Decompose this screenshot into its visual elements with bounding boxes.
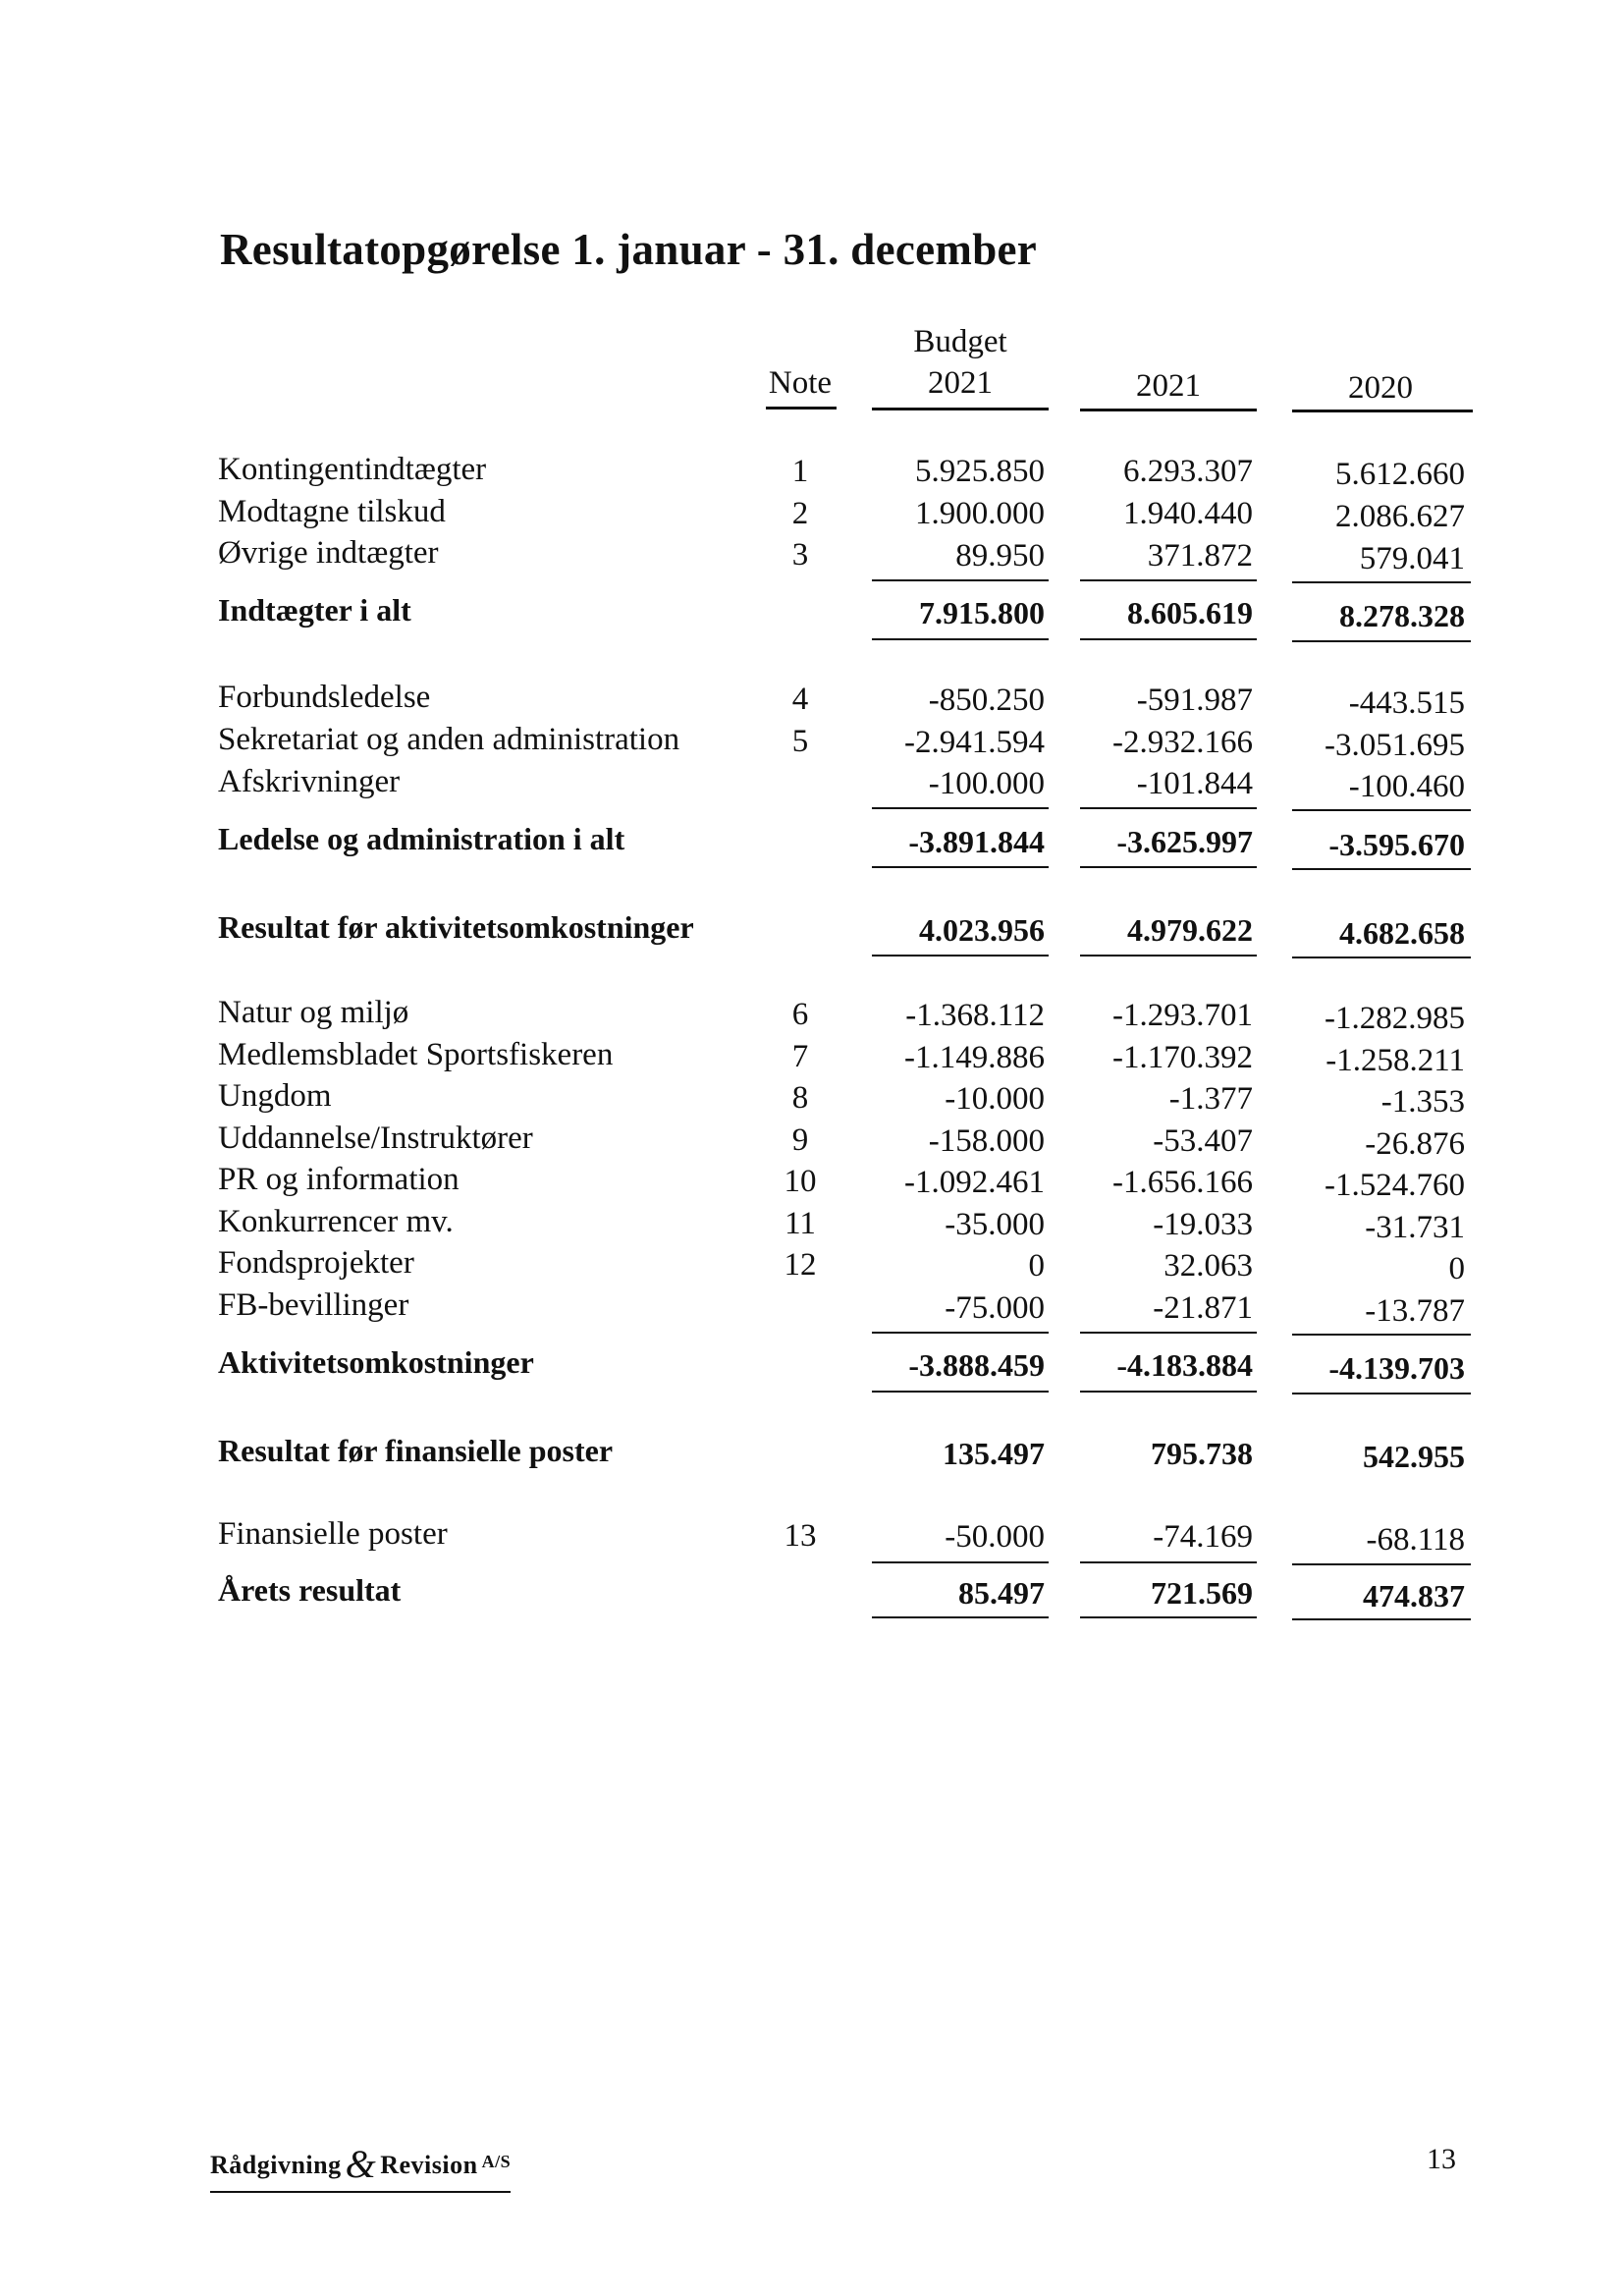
budget-2021-value: 89.950 xyxy=(955,538,1045,574)
total-rule xyxy=(1292,957,1471,958)
actual-2021-value: 721.569 xyxy=(1151,1575,1253,1611)
page-title: Resultatopgørelse 1. januar - 31. december xyxy=(220,225,1038,274)
actual-2020-value: -1.524.760 xyxy=(1325,1168,1465,1203)
budget-2021-value: 135.497 xyxy=(943,1436,1045,1471)
row-note: 11 xyxy=(784,1206,816,1241)
row-note: 5 xyxy=(791,724,809,759)
firm-name-ampersand: & xyxy=(345,2142,377,2186)
row-label: Uddannelse/Instruktører xyxy=(218,1121,533,1156)
actual-2021-value: -53.407 xyxy=(1153,1123,1253,1159)
budget-2021-value: 1.900.000 xyxy=(915,496,1045,531)
actual-2021-value: 32.063 xyxy=(1163,1248,1253,1284)
total-rule xyxy=(872,1391,1049,1393)
actual-2021-value: -2.932.166 xyxy=(1112,725,1253,760)
actual-2020-column-header: 2020 xyxy=(1348,370,1413,406)
actual-2021-value: -74.169 xyxy=(1153,1519,1253,1555)
actual-2021-value: 795.738 xyxy=(1151,1436,1253,1471)
row-note: 12 xyxy=(784,1247,817,1283)
actual-2021-value: 371.872 xyxy=(1147,538,1253,574)
actual-2020-value: 5.612.660 xyxy=(1335,457,1465,492)
row-label: Øvrige indtægter xyxy=(218,535,439,571)
row-label: Årets resultat xyxy=(218,1572,402,1608)
total-rule xyxy=(1080,955,1257,957)
header-underline-2020 xyxy=(1292,410,1473,412)
budget-2021-value: -1.092.461 xyxy=(904,1165,1045,1200)
row-label: Konkurrencer mv. xyxy=(218,1204,454,1239)
total-rule xyxy=(1080,866,1257,868)
header-underline-2021 xyxy=(1080,409,1257,411)
budget-2021-value: 7.915.800 xyxy=(919,595,1045,630)
subtotal-rule xyxy=(872,1561,1049,1563)
page-number: 13 xyxy=(1427,2143,1456,2175)
row-label: Kontingentindtægter xyxy=(218,452,487,487)
row-label: PR og information xyxy=(218,1162,460,1197)
actual-2021-value: 4.979.622 xyxy=(1127,912,1253,948)
subtotal-rule xyxy=(1080,807,1257,809)
total-rule xyxy=(1292,868,1471,870)
total-rule xyxy=(1080,1616,1257,1618)
row-label: Aktivitetsomkostninger xyxy=(218,1344,534,1380)
row-label: FB-bevillinger xyxy=(218,1287,409,1323)
row-label: Indtægter i alt xyxy=(218,592,411,628)
actual-2021-column-header: 2021 xyxy=(1136,368,1201,404)
actual-2020-value: 474.837 xyxy=(1363,1578,1465,1613)
budget-2021-value: 0 xyxy=(1028,1248,1045,1284)
actual-2020-value: 4.682.658 xyxy=(1339,915,1465,951)
row-label: Ledelse og administration i alt xyxy=(218,821,625,856)
row-label: Medlemsbladet Sportsfiskeren xyxy=(218,1037,614,1072)
budget-header-label: Budget xyxy=(913,324,1007,359)
total-rule xyxy=(872,866,1049,868)
firm-name-suffix: A/S xyxy=(481,2152,512,2171)
row-label: Fondsprojekter xyxy=(218,1245,414,1281)
budget-2021-value: -100.000 xyxy=(928,766,1045,801)
row-label: Ungdom xyxy=(218,1078,332,1114)
actual-2020-value: -31.731 xyxy=(1365,1210,1465,1245)
actual-2020-value: -13.787 xyxy=(1365,1293,1465,1329)
row-label: Resultat før finansielle poster xyxy=(218,1433,614,1468)
actual-2021-value: -1.170.392 xyxy=(1112,1040,1253,1075)
total-rule xyxy=(872,1616,1049,1618)
row-note: 7 xyxy=(791,1039,809,1074)
subtotal-rule xyxy=(1080,1561,1257,1563)
total-rule xyxy=(872,638,1049,640)
budget-2021-value: -3.888.459 xyxy=(908,1347,1045,1383)
budget-2021-value: -50.000 xyxy=(945,1519,1045,1555)
row-label: Natur og miljø xyxy=(218,995,409,1030)
actual-2021-value: -21.871 xyxy=(1153,1290,1253,1326)
header-underline-note xyxy=(766,407,837,410)
subtotal-rule xyxy=(1292,1334,1471,1336)
actual-2020-value: -26.876 xyxy=(1365,1126,1465,1162)
row-note: 2 xyxy=(791,496,809,531)
total-rule xyxy=(872,955,1049,957)
actual-2021-value: -1.656.166 xyxy=(1112,1165,1253,1200)
subtotal-rule xyxy=(1292,581,1471,583)
budget-2021-value: -3.891.844 xyxy=(908,824,1045,859)
actual-2021-value: -3.625.997 xyxy=(1116,824,1253,859)
budget-2021-value: -2.941.594 xyxy=(904,725,1045,760)
actual-2020-value: -68.118 xyxy=(1366,1522,1465,1558)
firm-logo xyxy=(210,2141,511,2193)
subtotal-rule xyxy=(872,1332,1049,1334)
subtotal-rule xyxy=(1080,1332,1257,1334)
actual-2020-value: -443.515 xyxy=(1348,685,1465,721)
actual-2021-value: -591.987 xyxy=(1136,683,1253,718)
budget-2021-value: 5.925.850 xyxy=(915,454,1045,489)
row-label: Finansielle poster xyxy=(218,1516,448,1552)
actual-2021-value: -1.293.701 xyxy=(1112,998,1253,1033)
actual-2021-value: -4.183.884 xyxy=(1116,1347,1253,1383)
budget-2021-value: -10.000 xyxy=(945,1081,1045,1117)
row-note: 10 xyxy=(784,1164,817,1199)
actual-2021-value: -1.377 xyxy=(1168,1081,1253,1117)
row-note: 4 xyxy=(791,682,809,717)
budget-2021-value: -35.000 xyxy=(945,1207,1045,1242)
actual-2021-value: 1.940.440 xyxy=(1123,496,1253,531)
total-rule xyxy=(1292,1393,1471,1394)
row-note: 13 xyxy=(784,1518,817,1554)
subtotal-rule xyxy=(1080,579,1257,581)
actual-2020-value: 542.955 xyxy=(1363,1439,1465,1474)
total-rule xyxy=(1080,638,1257,640)
budget-2021-value: 4.023.956 xyxy=(919,912,1045,948)
actual-2020-value: 579.041 xyxy=(1359,541,1465,576)
actual-2021-value: -101.844 xyxy=(1136,766,1253,801)
actual-2020-value: 8.278.328 xyxy=(1339,598,1465,633)
firm-name-part1: Rådgivning xyxy=(210,2151,342,2179)
budget-2021-value: -1.368.112 xyxy=(905,998,1045,1033)
actual-2020-value: -1.258.211 xyxy=(1325,1043,1465,1078)
actual-2020-value: 2.086.627 xyxy=(1335,499,1465,534)
budget-2021-value: -158.000 xyxy=(928,1123,1045,1159)
budget-2021-value: 85.497 xyxy=(958,1575,1045,1611)
row-label: Forbundsledelse xyxy=(218,680,431,715)
row-note: 9 xyxy=(791,1122,809,1158)
subtotal-rule xyxy=(1292,809,1471,811)
row-label: Modtagne tilskud xyxy=(218,494,446,529)
header-underline-budget xyxy=(872,408,1049,410)
subtotal-rule xyxy=(1292,1563,1471,1565)
subtotal-rule xyxy=(872,807,1049,809)
total-rule xyxy=(1292,640,1471,642)
firm-name-part2: Revision xyxy=(380,2151,478,2179)
row-label: Afskrivninger xyxy=(218,764,401,799)
actual-2020-value: -3.595.670 xyxy=(1328,827,1465,862)
row-label: Sekretariat og anden administration xyxy=(218,722,680,757)
actual-2020-value: -100.460 xyxy=(1348,769,1465,804)
budget-2021-value: -75.000 xyxy=(945,1290,1045,1326)
actual-2020-value: -1.353 xyxy=(1380,1084,1465,1120)
row-note: 8 xyxy=(791,1080,809,1116)
budget-2021-column-header: 2021 xyxy=(928,365,993,401)
actual-2021-value: -19.033 xyxy=(1153,1207,1253,1242)
actual-2021-value: 8.605.619 xyxy=(1127,595,1253,630)
budget-2021-value: -850.250 xyxy=(928,683,1045,718)
subtotal-rule xyxy=(872,579,1049,581)
total-rule xyxy=(1292,1618,1471,1620)
actual-2020-value: 0 xyxy=(1448,1251,1465,1286)
budget-2021-value: -1.149.886 xyxy=(904,1040,1045,1075)
note-column-header: Note xyxy=(768,365,833,401)
actual-2021-value: 6.293.307 xyxy=(1123,454,1253,489)
row-note: 6 xyxy=(791,997,809,1032)
actual-2020-value: -1.282.985 xyxy=(1325,1001,1465,1036)
actual-2020-value: -4.139.703 xyxy=(1328,1350,1465,1386)
row-label: Resultat før aktivitetsomkostninger xyxy=(218,909,694,945)
row-note: 1 xyxy=(791,454,809,489)
total-rule xyxy=(1080,1391,1257,1393)
row-note: 3 xyxy=(791,537,809,573)
actual-2020-value: -3.051.695 xyxy=(1325,728,1465,763)
